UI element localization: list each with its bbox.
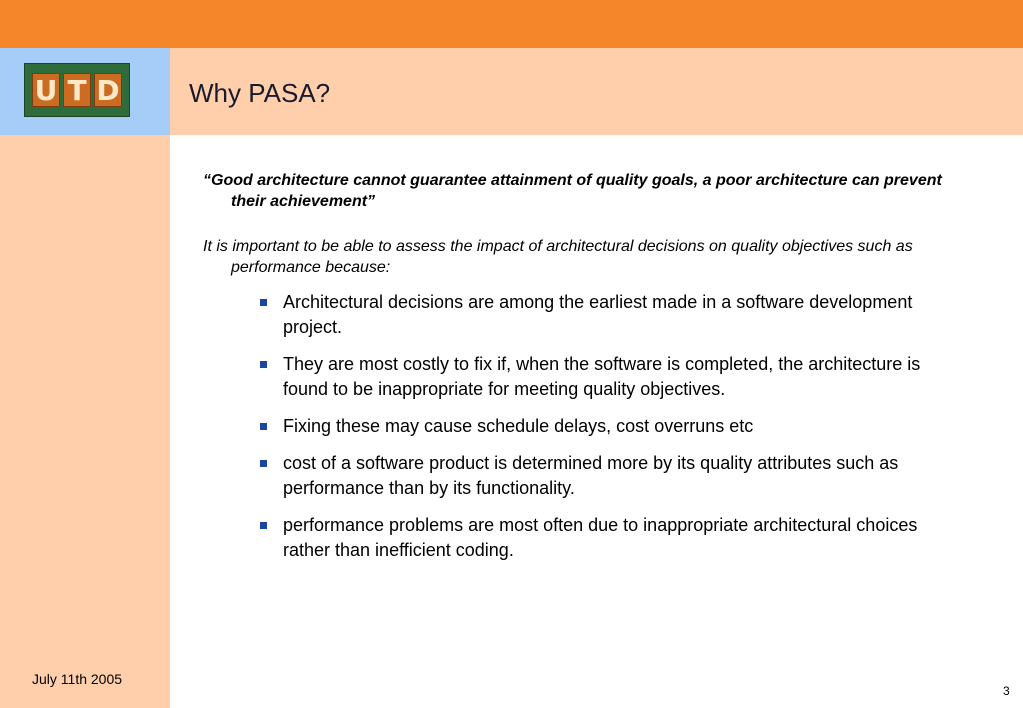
list-item xyxy=(283,451,963,501)
list-item-text: cost of a software product is determined more by its quality attributes such as performance than by its functionality. xyxy=(283,453,899,498)
list-item-text: They are most costly to fix if, when the software is completed, the architecture is found to be inappropriate for meeting quality objectives. xyxy=(283,354,921,399)
list-item-text: Fixing these may cause schedule delays, cost overruns etc xyxy=(283,416,754,436)
list-item-text: Architectural decisions are among the earliest made in a software development project. xyxy=(283,292,913,337)
utd-logo xyxy=(24,63,130,117)
list-item xyxy=(283,290,963,340)
list-item xyxy=(283,414,963,439)
architecture-quote: “Good architecture cannot guarantee attainment of quality goals, a poor architecture can prevent their achievement” xyxy=(203,172,942,210)
list-item xyxy=(283,513,963,563)
left-sidebar xyxy=(0,135,170,708)
logo-panel xyxy=(0,48,170,135)
intro-text: It is important to be able to assess the impact of architectural decisions on quality objectives such as performance because: xyxy=(203,238,913,276)
square-bullet-icon xyxy=(260,423,267,430)
slide-body xyxy=(203,170,963,575)
bullet-list xyxy=(203,290,963,563)
slide-title: Why PASA? xyxy=(189,78,331,108)
list-item-text: performance problems are most often due to inappropriate architectural choices rather than inefficient coding. xyxy=(283,515,918,560)
square-bullet-icon xyxy=(260,460,267,467)
square-bullet-icon xyxy=(260,361,267,368)
top-orange-bar xyxy=(0,0,1023,48)
list-item xyxy=(283,352,963,402)
logo-letter-u: U xyxy=(32,73,60,107)
square-bullet-icon xyxy=(260,299,267,306)
logo-letter-d: D xyxy=(94,73,122,107)
title-panel xyxy=(170,48,1023,135)
page-number: 3 xyxy=(1003,684,1010,698)
footer-date: July 11th 2005 xyxy=(32,671,123,687)
logo-letter-t: T xyxy=(63,73,91,107)
square-bullet-icon xyxy=(260,522,267,529)
